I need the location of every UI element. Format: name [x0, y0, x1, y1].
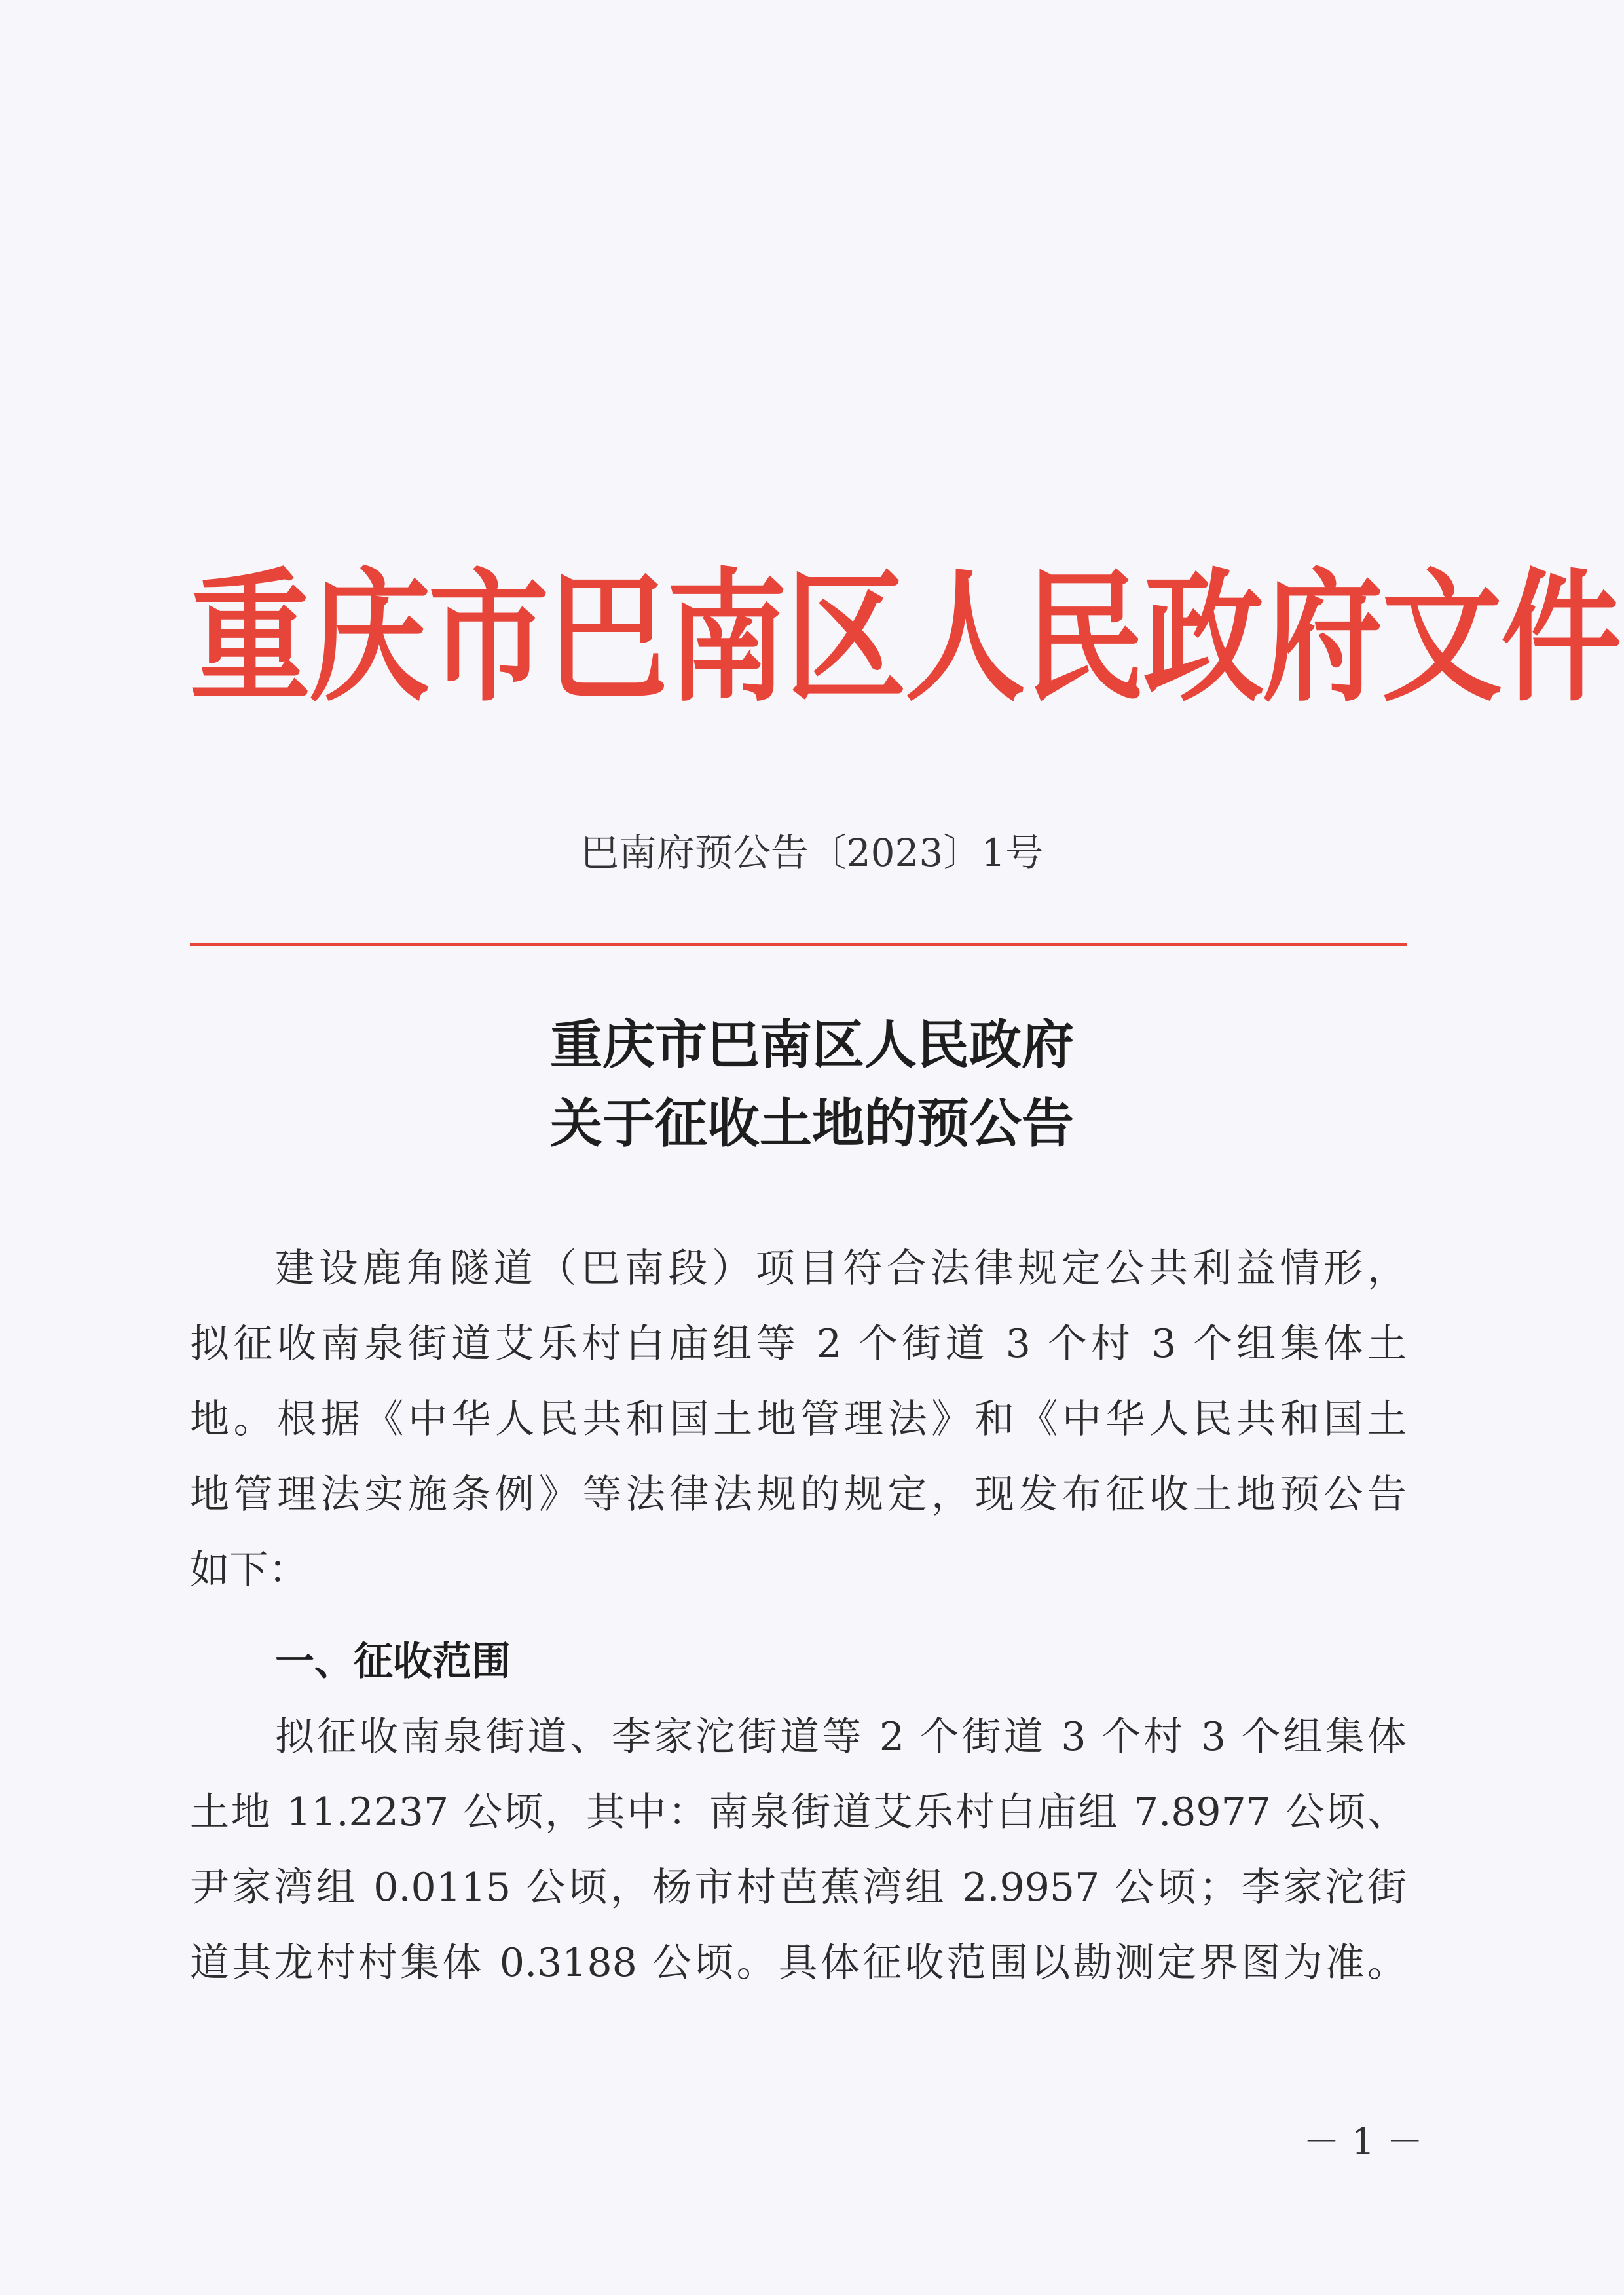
- notice-title-line-2: 关于征收土地的预公告: [550, 1092, 1074, 1154]
- notice-title-line-1: 重庆市巴南区人民政府: [550, 1014, 1074, 1075]
- section1-paragraph-line: 道其龙村村集体 0.3188 公顷。具体征收范围以勘测定界图为准。: [190, 1940, 1407, 1986]
- intro-paragraph-line: 拟征收南泉街道艾乐村白庙组等 2 个街道 3 个村 3 个组集体土: [190, 1321, 1407, 1367]
- section1-paragraph-line: 尹家湾组 0.0115 公顷，杨市村芭蕉湾组 2.9957 公顷；李家沱街: [190, 1865, 1407, 1911]
- intro-paragraph-line: 建设鹿角隧道（巴南段）项目符合法律规定公共利益情形，: [275, 1246, 1407, 1292]
- intro-paragraph-line: 地。根据《中华人民共和国土地管理法》和《中华人民共和国土: [190, 1396, 1407, 1442]
- intro-paragraph-line: 如下：: [190, 1547, 308, 1593]
- intro-paragraph-line: 地管理法实施条例》等法律法规的规定，现发布征收土地预公告: [190, 1472, 1407, 1518]
- section-heading-scope: 一、征收范围: [275, 1639, 511, 1685]
- red-divider-line: [190, 943, 1407, 946]
- section1-paragraph-line: 土地 11.2237 公顷，其中：南泉街道艾乐村白庙组 7.8977 公顷、: [190, 1789, 1407, 1835]
- section1-paragraph-line: 拟征收南泉街道、李家沱街道等 2 个街道 3 个村 3 个组集体: [275, 1714, 1407, 1760]
- document-number: 巴南府预公告〔2023〕1号: [580, 830, 1044, 875]
- masthead-title: 重庆市巴南区人民政府文件: [190, 555, 1621, 722]
- page-number: － 1 －: [1303, 2121, 1424, 2163]
